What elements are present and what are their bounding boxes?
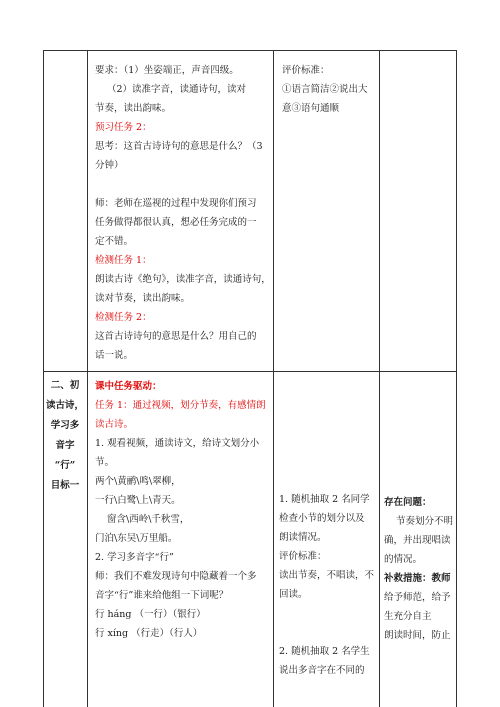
section-label-line: 音字 bbox=[55, 440, 75, 451]
activity-line: 行 xíng （行走）（行人） bbox=[95, 628, 203, 639]
activity-line: 音字“行”谁来给他组一下词呢？ bbox=[95, 590, 229, 601]
table-divider-3 bbox=[379, 50, 380, 707]
activity-line: 师：老师在巡视的过程中发现你们预习 bbox=[95, 198, 257, 209]
row2-reflection-cell bbox=[384, 493, 454, 645]
activity-line: 一行\白鹭\上\青天。 bbox=[95, 495, 181, 506]
reflection-line: 生充分自主 bbox=[384, 611, 432, 622]
evaluation-line: 2. 随机抽取 2 名学生 bbox=[279, 646, 370, 657]
activity-line bbox=[95, 175, 270, 194]
activity-line: 行 háng （一行）（银行） bbox=[95, 609, 206, 620]
activity-line: 任务 1：通过视频，划分节奏，有感情朗 bbox=[95, 400, 266, 411]
evaluation-line: 评价标准： bbox=[279, 551, 327, 562]
activity-line: 这首古诗诗句的意思是什么？用自己的 bbox=[95, 331, 257, 342]
row2-activity-cell bbox=[95, 377, 270, 643]
table-divider-2 bbox=[273, 50, 274, 707]
reflection-line: 朗读时间，防止 bbox=[384, 630, 451, 641]
activity-line: 定不错。 bbox=[95, 236, 134, 247]
activity-line: 节。 bbox=[95, 457, 115, 468]
evaluation-line bbox=[279, 623, 377, 642]
activity-line: 预习任务 2： bbox=[95, 122, 152, 133]
evaluation-line: 回读。 bbox=[279, 589, 308, 600]
section-label-line: 读古诗， bbox=[45, 400, 84, 411]
evaluation-line: 读出节奏，不唱读，不 bbox=[279, 570, 375, 581]
evaluation-line: 朗读情况。 bbox=[279, 532, 327, 543]
activity-line: 检测任务 1： bbox=[95, 255, 152, 266]
evaluation-line: 1. 随机抽取 2 名同学 bbox=[279, 494, 370, 505]
section-label-line: 二、初 bbox=[50, 380, 80, 391]
evaluation-line: 说出多音字在不同的 bbox=[279, 665, 365, 676]
activity-line: 1. 观看视频，通读诗文，给诗文划分小 bbox=[95, 438, 260, 449]
reflection-line: 的情况。 bbox=[384, 554, 423, 565]
evaluation-line: ①语言简洁②说出大 bbox=[282, 84, 368, 95]
activity-line: 朗读古诗《绝句》，读准字音，读通诗句， bbox=[95, 274, 271, 285]
activity-line: 检测任务 2： bbox=[95, 312, 152, 323]
table-divider-1 bbox=[87, 50, 88, 707]
section-label-cell bbox=[45, 376, 85, 496]
row1-evaluation-cell bbox=[282, 61, 376, 118]
row2-evaluation-cell bbox=[279, 490, 377, 680]
section-label-line: 目标一 bbox=[50, 480, 80, 491]
activity-line: 任务做得都很认真，想必任务完成的一 bbox=[95, 217, 257, 228]
activity-line: 思考：这首古诗诗句的意思是什么？（3 bbox=[95, 141, 263, 152]
evaluation-line: 评价标准： bbox=[282, 65, 330, 76]
activity-line: 2. 学习多音字“行” bbox=[95, 552, 174, 563]
row1-activity-cell bbox=[95, 61, 270, 365]
activity-line: 读古诗。 bbox=[95, 419, 134, 430]
reflection-line: 节奏划分不明 bbox=[396, 516, 454, 527]
reflection-line: 存在问题： bbox=[384, 497, 432, 508]
activity-line: 分钟） bbox=[95, 160, 124, 171]
activity-line: 课中任务驱动： bbox=[95, 381, 162, 392]
activity-line: 两个\黄鹂\鸣\翠柳， bbox=[95, 476, 181, 487]
activity-line: 师：我们不难发现诗句中隐藏着一个多 bbox=[95, 571, 257, 582]
reflection-line: 给予师范，给予 bbox=[384, 592, 451, 603]
activity-line: （2）读准字音，读通诗句，读对 bbox=[107, 84, 247, 95]
section-label-line: “行” bbox=[54, 460, 76, 471]
row-divider bbox=[43, 371, 457, 372]
reflection-line: 补救措施：教师 bbox=[384, 573, 451, 584]
table-border-right bbox=[456, 50, 457, 707]
evaluation-line bbox=[279, 604, 377, 623]
table-border-top bbox=[43, 50, 457, 51]
activity-line: 节奏，读出韵味。 bbox=[95, 103, 172, 114]
activity-line: 读对节奏，读出韵味。 bbox=[95, 293, 191, 304]
section-label-line: 学习多 bbox=[50, 420, 80, 431]
evaluation-line: 检查小节的划分以及 bbox=[279, 513, 365, 524]
activity-line: 门泊\东吴\万里船。 bbox=[95, 533, 178, 544]
activity-line: 要求：（1）坐姿端正，声音四级。 bbox=[95, 65, 239, 76]
lesson-plan-table bbox=[43, 50, 457, 707]
table-border-left bbox=[43, 50, 44, 707]
evaluation-line: 意③语句通顺 bbox=[282, 103, 340, 114]
activity-line: 话一说。 bbox=[95, 350, 134, 361]
activity-line: 窗含\西岭\千秋雪， bbox=[107, 514, 190, 525]
reflection-line: 确，并出现唱读 bbox=[384, 535, 451, 546]
